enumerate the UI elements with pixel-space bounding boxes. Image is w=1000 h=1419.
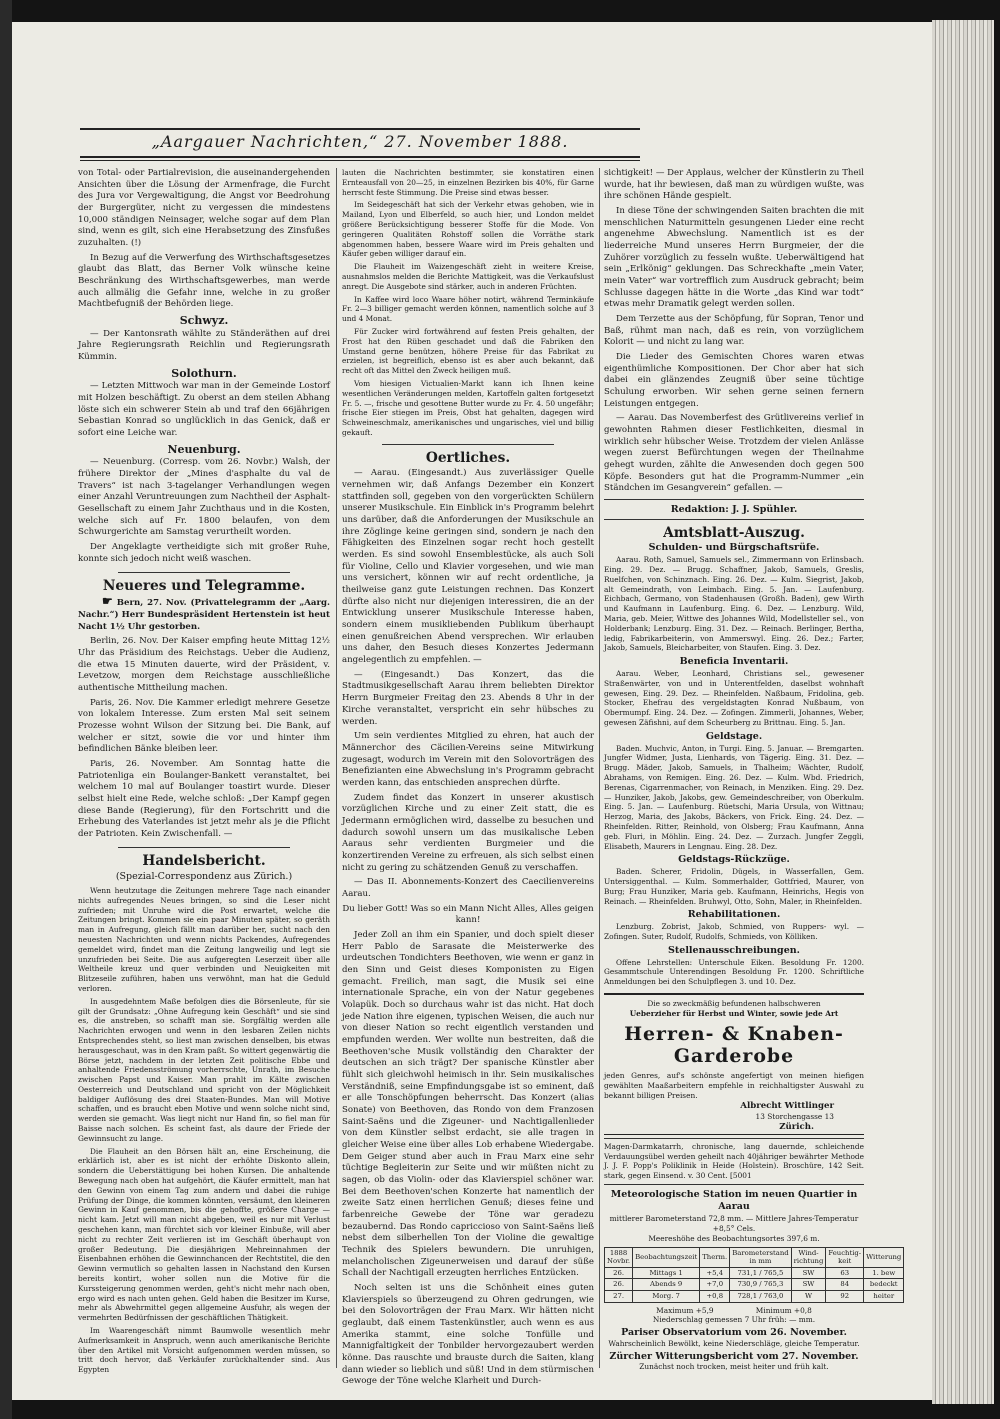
masthead-rule-thin <box>80 160 640 161</box>
column-divider <box>336 168 337 1368</box>
paragraph: Zudem findet das Konzert in unserer akustisch vorzüglichen Kirche und zu einer Zeit statt, die es Jedermann ermöglichen wird, dasselbe zu besuchen und dadurch sowohl unsern um das musikalische Leben Aaraus sehr verdienten Burgmeier und die konzertirenden Vereine zu erfreuen, als sich selbst einen nicht zu gering zu schätzenden Genuß zu verschaffen. <box>342 792 594 873</box>
paragraph: — Der Kantonsrath wählte zu Ständeräthen auf drei Jahre Regierungsrath Reichlin und Regierungsrath Kümmin. <box>78 328 330 363</box>
masthead-rule <box>80 156 640 158</box>
section-heading: Handelsbericht. <box>142 852 266 869</box>
separator <box>604 499 864 500</box>
table-header: Beobachtungszeit <box>633 1247 700 1267</box>
table-cell: W <box>791 1291 826 1303</box>
top-rule <box>80 128 640 130</box>
ad-line: Die so zweckmäßig befundenen halbschweren <box>647 998 821 1008</box>
paragraph: — Letzten Mittwoch war man in der Gemeinde Lostorf mit Holzen beschäftigt. Zu oberst an dem steilen Abhang löste sich ein schwerer Stein ab und traf den 66jährigen Sebastian Konrad so unglücklich in das Genick, daß er sofort eine Leiche war. <box>78 381 330 439</box>
weather-info: Zunächst noch trocken, meist heiter und früh kalt. <box>639 1362 829 1372</box>
editor-credit: Redaktion: J. J. Spühler. <box>670 504 798 516</box>
weather-info: Maximum +5,9 Minimum +0,8 <box>656 1305 812 1315</box>
paragraph: Die Lieder des Gemischten Chores waren etwas eigenthümliche Kompositionen. Der Chor aber hat sich dabei ein glänzendes Zeugniß über seine tüchtige Schulung erworben. Wir sehen gerne seinen fernern Leistungen entgegen. <box>604 352 864 409</box>
masthead: „Aargauer Nachrichten,“ 27. November 1888. <box>151 132 569 151</box>
section-heading: Neuenburg. <box>167 442 241 456</box>
table-cell: Mittags 1 <box>633 1267 700 1279</box>
paragraph: In ausgedehntem Maße befolgen dies die Börsenleute, für sie gilt der Grundsatz: „Ohne Aufregung kein Geschäft“ und sie sind es, die anstreben, so schafft man sie. Sorgfältig werden alle Nachrichten erwogen und wenn in den lesbaren Zeilen nichts Entsprechendes steht, so liest man zwischen denselben, bis etwas herausgeschaut, was in den Kram paßt. So wittert gegenwärtig die Börse jetzt, nachdem in der letzten Zeit politische Ebbe und anhaltende Friedensströmung vorherrschte, Unrath, im Besuche zwischen Papst und Kaiser. Man prahlt im Kälte zwischen Oesterreich und Deutschland und spricht von der Möglichkeit baldiger Auflösung des drei Staaten-Bundes. Man will Motive schaffen, und es braucht eben Motive und wenn solche nicht sind, werden sie gemacht. Was liegt nicht nur Hand fin, so fiel man für Baisse nach solchen. Es scheint fast, als daure der Friede der Gewinnsucht zu lange. <box>78 996 330 1143</box>
paragraph: Paris, 26. Nov. Die Kammer erledigt mehrere Gesetze von lokalem Interesse. Zum ersten Mal seit seinem Prozesse wohnt Wilson der Sitzung bei. Die Bank, auf welcher er sitzt, sowie die vor und hinter ihm befindlichen Bänke bleiben leer. <box>78 697 330 755</box>
column-1 <box>78 168 330 1378</box>
separator <box>604 519 864 520</box>
paragraph: Aarau. Roth, Samuel, Samuels sel., Zimmermann von Erlinsbach. Eing. 29. Dez. — Brugg. Schaffner, Jakob, Samuels, Greslis, Ruelfchen, von Schinznach. Eing. 26. Dez. — Kulm. Siegrist, Jakob, alt Gemeindrath, von Leimbach. Eing. 5. Jan. — Laufenburg. Eichbach, Germano, von Stadenhausen (Großh. Baden), gew Wirth und Kaufmann in Laufenburg. Eing. 6. Dez. — Lenzburg. Wild, Maria, geb. Meier, Wittwe des Johannes Wild, Modellsteller sel., von Holderbank; Lenzburg. Eing. 31. Dez. — Reinach. Berlinger, Bertha, ledig, Fabrikarbeiterin, von Ammerswyl. Eing. 26. Dez.; Farter, Jakob, Samuels, Bleicharbeiter, von Staufen. Eing. 3. Dez. <box>604 555 864 653</box>
column-3 <box>604 168 902 1372</box>
separator <box>118 572 290 573</box>
table-header-row <box>605 1247 904 1267</box>
paragraph: Wenn heutzutage die Zeitungen mehrere Tage nach einander nichts aufregendes Neues bringen, so sind die Leser nicht zufrieden; mit Unruhe wird die Post erwartet, welche die Zeitungen bringt. Kommen sie ein paar Minuten später, so geräth man in Aufregung, gleich fällt man darüber her, sucht nach den neuesten Nachrichten und wenn nichts Packendes, Aufregendes gemeldet wird, findet man die Zeitung langweilig und legt sie unzufrieden bei Seite. Die aus aufgeregten Leserzeit über alle Weltheile kreuz und quer verbinden und Neuigkeiten mit Blitzeseile zuführen, haben uns verwöhnt, man hat die Geduld verloren. <box>78 885 330 993</box>
ad-headline: Herren- & Knaben-Garderobe <box>624 1022 844 1067</box>
small-text-block <box>78 886 330 1375</box>
table-cell: 63 <box>826 1267 864 1279</box>
left-page-strip <box>0 0 12 1419</box>
table-row <box>605 1267 904 1279</box>
table-cell: 27. <box>605 1291 633 1303</box>
subsection-heading: Geldstags-Rückzüge. <box>678 854 790 866</box>
table-cell: 26. <box>605 1267 633 1279</box>
table-cell: Abends 9 <box>633 1279 700 1291</box>
paragraph: In Bezug auf die Verwerfung des Wirthschaftsgesetzes glaubt das Blatt, das Berner Volk wünsche keine Beschränkung des Wirthschaftsgewerbes, man werde auch allmälig die Gefahr inne, welche in zu großer Machtbefugniß der Behörden liege. <box>78 252 330 310</box>
weather-info: Meereshöhe des Beobachtungsortes 397,6 m. <box>648 1233 820 1243</box>
table-cell: Morg. 7 <box>633 1291 700 1303</box>
table-cell: SW <box>791 1279 826 1291</box>
paragraph: In Kaffee wird loco Waare höher notirt, während Terminkäufe Fr. 2—3 billiger gemacht werden können, namentlich solche auf 3 und 4 Monat. <box>342 294 594 324</box>
table-cell: +7,0 <box>700 1279 730 1291</box>
paragraph: — Neuenburg. (Corresp. vom 26. Novbr.) Walsh, der frühere Direktor der „Mines d'asphalte du val de Travers“ ist nach 3-tagelanger Verhandlungen wegen einer Anzahl Veruntreuungen zum Nachtheil der Asphalt-Gesellschaft zu einem Jahr Zuchthaus und in die Kosten, welche sich auf Fr. 1800 belaufen, von dem Schwurgerichte am Samstag verurtheilt worden. <box>78 457 330 538</box>
paragraph: Im Seidegeschäft hat sich der Verkehr etwas gehoben, wie in Mailand, Lyon und Elberfeld, so auch hier, und London meldet größere Berücksichtigung besserer Stoffe für die Mode. Von geringeren Qualitäten Rohstoff sollen die Vorräthe stark abgenommen haben, bessere Waare wird im Preis gehalten und Käufer geben williger darauf ein. <box>342 200 594 259</box>
table-header: Witterung <box>864 1247 904 1267</box>
table-header: 1888 Novbr. <box>605 1247 633 1267</box>
weather-heading: Zürcher Witterungsbericht vom 27. November. <box>609 1350 859 1362</box>
ad-merchant: Albrecht Wittlinger <box>740 1100 834 1111</box>
section-heading: Oertliches. <box>425 449 511 466</box>
column-2 <box>342 168 594 1391</box>
weather-info: Wahrscheinlich Bewölkt, keine Niederschläge, gleiche Temperatur. <box>608 1338 860 1348</box>
ad-line: Ueberzieher für Herbst und Winter, sowie jede Art <box>629 1008 839 1018</box>
paragraph: Der Angeklagte vertheidigte sich mit großer Ruhe, konnte sich jedoch nicht weiß waschen. <box>78 542 330 564</box>
separator <box>604 1184 864 1185</box>
table-header: Therm. <box>700 1247 730 1267</box>
paragraph: Baden. Muchvic, Anton, in Turgi. Eing. 5. Januar. — Bremgarten. Jungfer Widmer, Justa, Lienhards, von Tägerig. Eing. 31. Dez. — Brugg. Mäder, Jakob, Samuels, in Thalheim; Wächter, Rudolf, Abrahams, von Remigen. Eing. 26. Dez. — Kulm. Wbd. Friedrich, Berenas, Cigarrenmacher, von Reinach, in Menziken. Eing. 29. Dez. — Hunziker, Jakob, Jakobs, gew. Gemeindeschreiber, von Oberkulm. Eing. 5. Jan. — Laufenburg. Rüetschi, Maria Ursula, von Wittnau; Herzog, Maria, des Jakobs, Bäckers, von Frick. Eing. 24. Dez. — Rheinfelden. Ritter, Reinhold, von Olsberg; Frau Kaufmann, Anna geb. Fluri, in Möhlin. Eing. 24. Dez. — Zurzach. Jungfer Zeggli, Elisabeth, Maurers in Lengnau. Eing. 28. Dez. <box>604 743 864 851</box>
paragraph: Baden. Scherer, Fridolin, Dügels, in Wasserfallen, Gem. Untersiggenthal. — Kulm. Sommerhalder, Gottfried, Maurer, von Burg; Frau Hunziker, Maria geb. Kaufmann, Heinrichs, Hegis von Reinach. — Rheinfelden. Bruhwyl, Otto, Sohn, Maler, in Rheinfelden. <box>604 867 864 906</box>
table-cell: 26. <box>605 1279 633 1291</box>
paragraph: Berlin, 26. Nov. Der Kaiser empfing heute Mittag 12½ Uhr das Präsidium des Reichstags. Ueber die Audienz, die etwa 15 Minuten dauerte, wird der Präsident, v. Levetzow, morgen dem Reichstage ausschließliche authentische Mittheilung machen. <box>78 636 330 693</box>
small-text-block <box>604 543 864 986</box>
table-row <box>605 1291 904 1303</box>
small-text-block <box>342 168 594 438</box>
separator <box>382 444 554 445</box>
table-header: Barometerstand in mm <box>730 1247 791 1267</box>
table-row <box>605 1279 904 1291</box>
telegram <box>78 596 330 633</box>
paragraph: sichtigkeit! — Der Applaus, welcher der Künstlerin zu Theil wurde, hat ihr bewiesen, daß man zu würdigen wußte, was ihre schönen Hände gespielt. <box>604 168 864 202</box>
weather-heading: Meteorologische Station im neuen Quartier in Aarau <box>610 1188 858 1212</box>
table-cell: 728,1 / 763,0 <box>730 1291 791 1303</box>
paragraph: — Aarau. (Eingesandt.) Aus zuverlässiger Quelle vernehmen wir, daß Anfangs Dezember ein Konzert stattfinden soll, gegeben von den vorgerückten Schülern unserer Musikschule. Ein Einblick in's Programm belehrt uns darüber, daß die Anforderungen der Musikschule an ihre Zöglinge keine geringen sind, sondern je nach den Fähigkeiten des Einzelnen sogar recht hoch gestellt werden. Es sind sowohl Ensemblestücke, als auch Soli für Violine, Cello und Klavier vorgesehen, und wie man uns versichert, können wir auf recht ordentliche, ja theilweise ganz gute Leistungen rechnen. Das Konzert dürfte also nicht nur diejenigen interessiren, die an der Entwicklung unserer Musikschule Interesse haben, sondern einem musikliebenden Publikum überhaupt einen genußreichen Abend versprechen. Wir erlauben uns daher, den Besuch dieses Konzertes Jedermann angelegentlich zu empfehlen. — <box>342 468 594 666</box>
section-subheading: (Spezial-Correspondenz aus Zürich.) <box>115 871 293 883</box>
subsection-heading: Beneficia Inventarii. <box>679 656 789 668</box>
paragraph: Dem Terzette aus der Schöpfung, für Sopran, Tenor und Baß, rühmt man nach, daß es rein, von vorzüglichem Kolorit — und nicht zu lang war. <box>604 314 864 348</box>
table-cell: 1. bew <box>864 1267 904 1279</box>
ad-city: Zürich. <box>779 1122 814 1133</box>
paragraph: — Das II. Abonnements-Konzert des Caecilienvereins Aarau. <box>342 877 594 899</box>
table-cell: +5,4 <box>700 1267 730 1279</box>
paragraph: Vom hiesigen Victualien-Markt kann ich Ihnen keine wesentlichen Veränderungen melden, Kartoffeln galten fortgesetzt Fr. 5. —, frische und gesottene Butter wurde zu Fr. 4. 50 ungefähr; frische Eier stiegen im Preis, Obst hat gehalten, dagegen wird Schweineschmalz, amerikanisches und ungarisches, viel und billig gekauft. <box>342 378 594 437</box>
weather-info: mittlerer Barometerstand 72,8 mm. — Mittlere Jahres-Temperatur +8,5° Cels. <box>609 1214 859 1234</box>
weather-info: Niederschlag gemessen 7 Uhr früh: — mm. <box>652 1315 816 1325</box>
table-header: Feuchtig-keit <box>826 1247 864 1267</box>
paragraph: Für Zucker wird fortwährend auf festen Preis gehalten, der Frost hat den Rüben geschadet und daß die Fabriken den Umstand gerne benützen, höhere Preise für das Fabrikat zu erzielen, ist begreiflich, ebenso ist es aber auch bekannt, daß recht oft das Mittel den Zweck heiligen muß. <box>342 326 594 376</box>
paragraph: Aarau. Weber, Leonhard, Christians sel., gewesener Straßenwärter, von und in Unterentfelden, daselbst wohnhaft gewesen, Eing. 29. Dez. — Rheinfelden. Naßbaum, Fridolina, geb. Stocker, Ehefrau des vergeldstagten Konrad Nußbaum, von Obermumpf. Eing. 24. Dez. — Zofingen. Zimmerli, Johannes, Weber, gewesen Zäfishni, auf dem Scheurberg zu Brittnau. Eing. 5. Jan. <box>604 669 864 728</box>
telegram-text: Bern, 27. Nov. (Privattelegramm der „Aarg. Nachr.“) Herr Bundespräsident Hertenstein ist heut Nacht 1½ Uhr gestorben. <box>78 598 330 632</box>
table-cell: heiter <box>864 1291 904 1303</box>
paragraph: — Aarau. Das Novemberfest des Grütlivereins verlief in gewohnten Rahmen dieser Festlichkeiten, diesmal in wirklich sehr hübscher Weise. Trotzdem der vielen Anlässe wegen zuerst Befürchtungen wegen der Theilnahme gehegt wurden, zählte die Anwesenden doch gegen 500 Köpfe. Besonders gut hat die Programm-Nummer „ein Ständchen im Gesangverein“ gefallen. — <box>604 413 864 494</box>
table-header: Wind-richtung <box>791 1247 826 1267</box>
section-heading: Neueres und Telegramme. <box>102 577 306 594</box>
ad-body: jeden Genres, auf's schönste angefertigt von meinen hiefigen gewählten Maaßarbeitern empfehle in reichhaltigster Auswahl zu bekannt billigen Preisen. <box>604 1071 864 1100</box>
section-heading: Amtsblatt-Auszug. <box>663 524 805 541</box>
paragraph: Noch selten ist uns die Schönheit eines guten Klavierspiels so überzeugend zu Ohren gedrungen, wie bei den Solovorträgen der Frau Marx. Wir hätten nicht geglaubt, daß einem Tastenkünstler, auch wenn es aus Amerika stammt, eine solche Tonfülle und Mannigfaltigkeit der Tonbilder hervorgezaubert werden könne. Das rauschte und brauste durch die Saiten, klang dann wieder so lieblich und süß! Und in dem stürmischen Gewoge der Töne welche Klarheit und Durch- <box>342 1283 595 1387</box>
advertisement-garderobe <box>604 993 864 1135</box>
table-cell: SW <box>791 1267 826 1279</box>
table-cell: bedeckt <box>864 1279 904 1291</box>
paragraph: lauten die Nachrichten bestimmter, sie konstatiren einen Ernteausfall von 20—25, in einzelnen Bezirken bis 40%, für Garne herrscht feste Stimmung. Die Preise sind etwas besser. <box>342 168 594 197</box>
paragraph: Die Flauheit im Waizengeschäft zieht in weitere Kreise, ausnahmslos melden die Berichte Mattigkeit, was die Verkaufslust anregt. Die Ausgebote sind stärker, auch in anderen Früchten. <box>342 262 594 291</box>
page-edges <box>932 20 994 1404</box>
paragraph: Die Flauheit an den Börsen hält an, eine Erscheinung, die erklärlich ist, aber es ist nicht der erhöhte Diskonto allein, sondern die Ueberstättigung bei hohen Kursen. Die anhaltende Bewegung nach oben hat aufgehört, die Käufer ermittelt, man hat den Gewinn von einem Tag zum andern und dabei die ruhige Prüfung der Dinge, die kommen könnten, versäumt, den kleineren Gewinn in Kauf genommen, bis die gehoffte, größere Charge — nicht kam. Jetzt will man nicht abgeben, weil es nur mit Verlust geschehen kann, man fürchtet sich vor kleiner Einbuße, will aber nicht zu rechter Zeit verlieren ist im Geschäft überhaupt von großer Bedeutung. Die diesjährigen Mehreinnahmen der Eisenbahnen erhöhen die Gewinnchancen der Rechtstitel, die den Gewinn vermutlich so gehalten lassen in Nachstand den Kursen bereits kontirt, woher sollen nun die Motive für die Kurssteigerung genommen werden, geht's nicht mehr nach oben, ergo wird es nach unten gehen. Geld haben die Besitzer im Kurse, mehr als Abwehrmittel gegen allgemeine Ausfuhr, als wegen der vermehrten Bedürfnissen der geschäftlichen Thätigkeit. <box>78 1146 330 1323</box>
pointing-hand-icon: ☛ <box>102 594 113 609</box>
table-cell: 730,9 / 765,3 <box>730 1279 791 1291</box>
subsection-heading: Stellenausschreibungen. <box>668 944 800 956</box>
section-heading: Solothurn. <box>171 366 237 380</box>
subsection-heading: Schulden- und Bürgschaftsrüfe. <box>648 542 820 554</box>
table-cell: +0,8 <box>700 1291 730 1303</box>
paragraph: Lenzburg. Zobrist, Jakob, Schmied, von Ruppers- wyl. — Zofingen. Suter, Rudolf, Rudolfs, Schmieds, von Kölliken. <box>604 922 864 941</box>
paragraph: In diese Töne der schwingenden Saiten brachten die mit menschlichen Naturmitteln gesungenen Lieder eine recht angenehme Abwechslung. Namentlich ist es der liederreiche Mund unseres Herrn Burgmeier, der die Zuhörer vorzüglich zu fesseln wußte. Ueberwältigend hat sein „Erlkönig“ geklungen. Das Schreckhafte „mein Vater, mein Vater“ war vortrefflich zum Ausdruck gebracht; beim Schlusse dagegen hätte in die Worte „das Kind war todt“ etwas mehr Dramatik gelegt werden sollen. <box>604 206 864 310</box>
paragraph: Jeder Zoll an ihm ein Spanier, und doch spielt dieser Herr Pablo de Sarasate die Meisterwerke des urdeutschen Tondichters Beethoven, wie wenn er ganz in den Sinn und Geist dieses Komponisten zu Eigen gemacht. Freilich, man sagt, die Musik sei eine internationale Sprache, ein von der Natur gegebenes Volapük. Doch so durchaus wahr ist das nicht. Hat doch jede Nation ihre eigenen, typischen Weisen, die auch nur von dieser Nation so recht eigentlich verstanden und empfunden werden. Wer wollte nun bestreiten, daß die Beethoven'sche Musik vollständig den Charakter der deutschen an sich trägt? Der spanische Künstler aber fühlt sich gleichwohl heimisch in ihr. Sein musikalisches Verständniß, seine Empfindungsgabe ist so eminent, daß er alle Tonschöpfungen beherrscht. Das Konzert (alias Sonate) von Beethoven, das Rondo von dem Franzosen Saint-Saëns und die Zigeuner- und Nachtigallenlieder von dem Künstler selbst erdacht, sie alle tragen in gleicher Weise eine über alles Lob erhabene Wiedergabe. Dem Geiger stund aber auch in Frau Marx eine sehr tüchtige Begleiterin zur Seite und wir müßten nicht zu sagen, ob das Violin- oder das Klavierspiel schöner war. Bei dem Beethoven'schen Konzerte hat namentlich der zweite Satz einen herrlichen Genuß; dieses feine und farbenreiche Gewebe der Töne war geradezu bezaubernd. Das Rondo capriccioso von Saint-Saëns ließ nebst dem silberhellen Ton der Violine die gewaltige Technik des Spielers bewundern. Die unruhigen, melancholischen Zigeunerweisen und darauf der süße Schall der Nachtigall erzeugten herrliches Entzücken. <box>342 929 594 1279</box>
paragraph: Um sein verdientes Mitglied zu ehren, hat auch der Männerchor des Cäcilien-Vereins seine Mitwirkung zugesagt, wodurch im Verein mit den Solovorträgen des Benefizianten eine Abwechslung in's Programm gebracht werden kann, das entschieden ansprechen dürfte. <box>342 731 594 788</box>
paragraph: von Total- oder Partialrevision, die auseinandergehenden Ansichten über die Lösung der Armenfrage, die Furcht des Jura vor Vergewaltigung, die Angst vor Beedrohung der Burgergüter, nicht zu vergessen die mindestens 10,000 ständigen Neinsager, welche sogar auf dem Plan sind, wenn es gilt, sich eine Herabsetzung des Zinsfußes zuzuhalten. (!) <box>78 168 330 249</box>
verse: Du lieber Gott! Was so ein Mann Nicht Alles, Alles geigen kann! <box>342 903 594 926</box>
column-divider <box>599 168 600 1368</box>
table-cell: 731,1 / 765,5 <box>730 1267 791 1279</box>
advertisement-clinic: Magen-Darmkatarrh, chronische, lang dauernde, schleichende Verdauungsübel werden geheilt nach 40jähriger bewährter Methode J. J. F. Popp's Poliklinik in Heide (Holstein). Broschüre, 142 Seit. stark, gegen Einsend. v. 30 Cent. [5001 <box>604 1141 864 1181</box>
subsection-heading: Rehabilitationen. <box>687 909 781 921</box>
ad-address: 13 Storchengasse 13 <box>755 1112 834 1122</box>
paragraph: Paris, 26. November. Am Sonntag hatte die Patriotenliga ein Boulanger-Bankett veranstaltet, bei welchem 10 mal auf Boulanger toastirt wurde. Dieser selbst hielt eine Rede, welche schloß: „Der Kampf gegen diese Bande (Regierung), für den Fortschritt und die Erhebung des Vaterlandes ist jetzt mehr als je die Pflicht der Patrioten. Kein Zwischenfall. — <box>78 758 330 839</box>
separator <box>118 847 290 848</box>
table-cell: 84 <box>826 1279 864 1291</box>
paragraph: — (Eingesandt.) Das Konzert, das die Stadtmusikgesellschaft Aarau ihrem beliebten Direktor Herrn Burgmeier Freitag den 23. Abends 8 Uhr in der Kirche veranstaltet, verspricht ein sehr hübsches zu werden. <box>342 669 594 727</box>
table-cell: 92 <box>826 1291 864 1303</box>
paragraph: Im Waarengeschäft nimmt Baumwolle wesentlich mehr Aufmerksamkeit in Anspruch, wenn auch amerikanische Berichte über den Artikel mit Vorsicht aufgenommen werden müssen, so tritt doch hervor, daß Verkäufer zurückhaltender sind. Aus Egypten <box>78 1326 330 1375</box>
separator <box>604 1138 864 1139</box>
weather-table <box>604 1247 904 1303</box>
subsection-heading: Geldstage. <box>705 730 763 742</box>
section-heading: Schwyz. <box>179 314 229 328</box>
paragraph: Offene Lehrstellen: Unterschule Eiken. Besoldung Fr. 1200. Gesammtschule Unterendingen Besoldung Fr. 1200. Schriftliche Anmeldungen bei den Schulpflegen 3. und 10. Dez. <box>604 957 864 987</box>
weather-heading: Pariser Observatorium vom 26. November. <box>621 1327 847 1339</box>
